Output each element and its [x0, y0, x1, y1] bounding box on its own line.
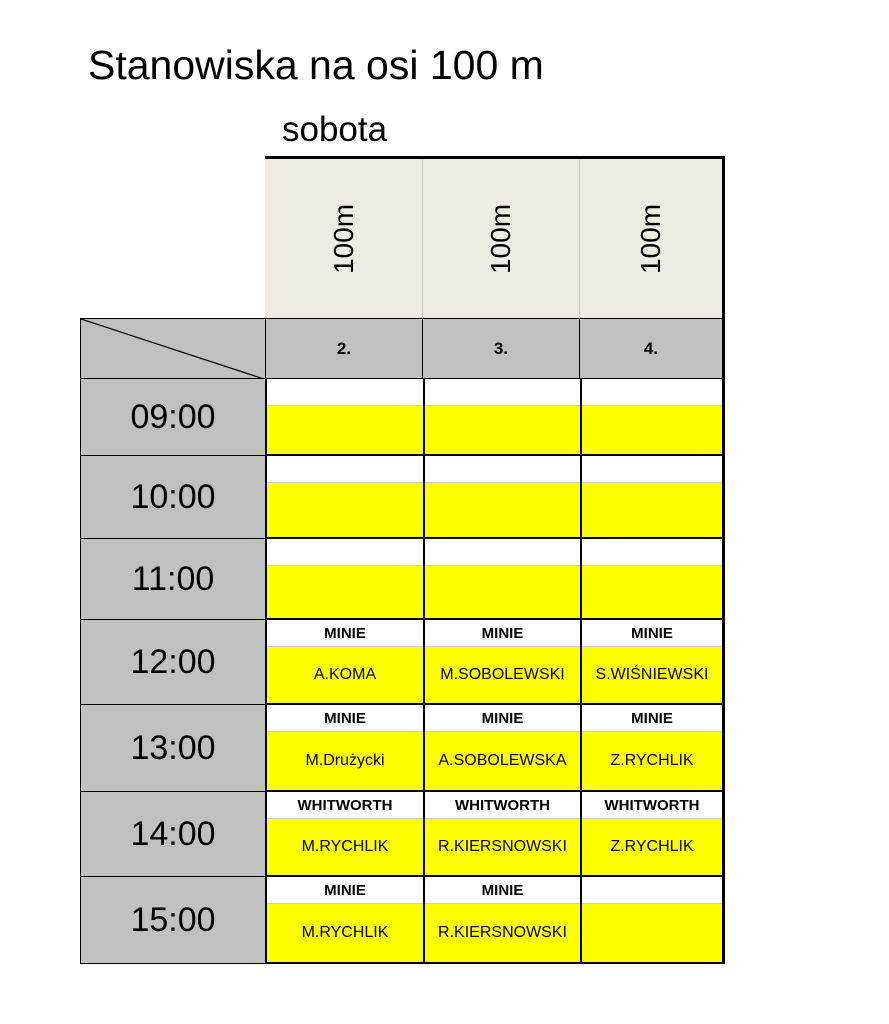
time-label: 12:00: [80, 620, 266, 705]
lane-slot: [265, 705, 423, 792]
slot-category: [582, 877, 722, 904]
slot-category: MINIE: [582, 620, 722, 647]
lane-slot: [265, 539, 423, 620]
lane-number: 4.: [580, 318, 725, 379]
slot-shooter-name: M.RYCHLIK: [301, 838, 389, 855]
lane-slot: [423, 792, 580, 877]
distance-label: 100m: [635, 203, 666, 274]
page-title: Stanowiska na osi 100 m: [88, 42, 544, 88]
slot-category: MINIE: [425, 620, 580, 647]
corner-cell: [80, 318, 266, 379]
slot-shooter-name: [425, 406, 580, 454]
time-label: 10:00: [80, 456, 266, 539]
day-label: sobota: [282, 110, 388, 149]
slot-category: WHITWORTH: [425, 792, 580, 819]
slot-category: [267, 456, 423, 483]
slot-shooter-name: R.KIERSNOWSKI: [438, 924, 567, 941]
time-label: 15:00: [80, 877, 266, 964]
lane-header-row: [265, 318, 725, 379]
lane-slot: [580, 705, 725, 792]
slot-shooter-name: Z.RYCHLIK: [610, 752, 694, 769]
slot-shooter-name: M.Drużycki: [305, 752, 385, 769]
lane-slot: [423, 877, 580, 964]
slot-shooter-name: [425, 483, 580, 537]
slot-category: MINIE: [425, 877, 580, 904]
slot-shooter-name: M.SOBOLEWSKI: [440, 666, 565, 683]
distance-header-cell: [423, 159, 580, 318]
lane-slot: [580, 792, 725, 877]
slot-category: [582, 456, 722, 483]
lane-slot: [265, 620, 423, 705]
slot-category: [425, 379, 580, 406]
slot-shooter-name: A.KOMA: [313, 666, 377, 683]
slot-category: [267, 379, 423, 406]
slot-shooter-name: [267, 566, 423, 618]
time-label: 09:00: [80, 379, 266, 456]
time-label: 14:00: [80, 792, 266, 877]
lane-slot: [265, 456, 423, 539]
slot-category: MINIE: [267, 877, 423, 904]
distance-label: 100m: [327, 203, 359, 274]
slot-shooter-name: R.KIERSNOWSKI: [438, 838, 567, 855]
lane-slot: [580, 620, 725, 705]
distance-header-cell: [580, 159, 725, 318]
slot-shooter-name: [425, 566, 580, 618]
lane-slot: [265, 379, 423, 456]
slot-shooter-name: [267, 483, 423, 537]
slot-category: WHITWORTH: [582, 792, 722, 819]
slot-shooter-name: A.SOBOLEWSKA: [438, 752, 567, 769]
distance-header-row: [265, 156, 725, 318]
lane-slot: [423, 456, 580, 539]
slot-shooter-name: Z.RYCHLIK: [610, 838, 694, 855]
slot-shooter-name: S.WIŚNIEWSKI: [595, 666, 709, 683]
slot-category: MINIE: [267, 705, 423, 732]
slot-category: MINIE: [582, 705, 722, 732]
slot-category: [582, 539, 722, 566]
slot-category: [267, 539, 423, 566]
lane-slot: [580, 877, 725, 964]
lane-slot: [265, 792, 423, 877]
slot-shooter-name: M.RYCHLIK: [301, 924, 389, 941]
lane-slot: [423, 620, 580, 705]
slot-shooter-name: [582, 483, 722, 537]
time-label: 11:00: [80, 539, 266, 620]
lane-slot: [580, 456, 725, 539]
distance-header-cell: [265, 159, 423, 318]
slot-category: MINIE: [267, 620, 423, 647]
lane-number: 2.: [265, 318, 423, 379]
lane-slot: [580, 539, 725, 620]
corner-diagonal: [81, 319, 267, 380]
lane-number: 3.: [423, 318, 580, 379]
slot-shooter-name: [582, 566, 722, 618]
lane-slot: [423, 705, 580, 792]
distance-label: 100m: [485, 203, 516, 274]
slot-category: [425, 456, 580, 483]
lane-slot: [580, 379, 725, 456]
slot-shooter-name: [267, 406, 423, 454]
slot-shooter-name: [582, 406, 722, 454]
slot-category: [425, 539, 580, 566]
slot-category: MINIE: [425, 705, 580, 732]
slot-category: [582, 379, 722, 406]
lane-slot: [423, 539, 580, 620]
slot-shooter-name: [582, 904, 722, 962]
lane-slot: [265, 877, 423, 964]
lane-slot: [423, 379, 580, 456]
time-label: 13:00: [80, 705, 266, 792]
slot-category: WHITWORTH: [267, 792, 423, 819]
